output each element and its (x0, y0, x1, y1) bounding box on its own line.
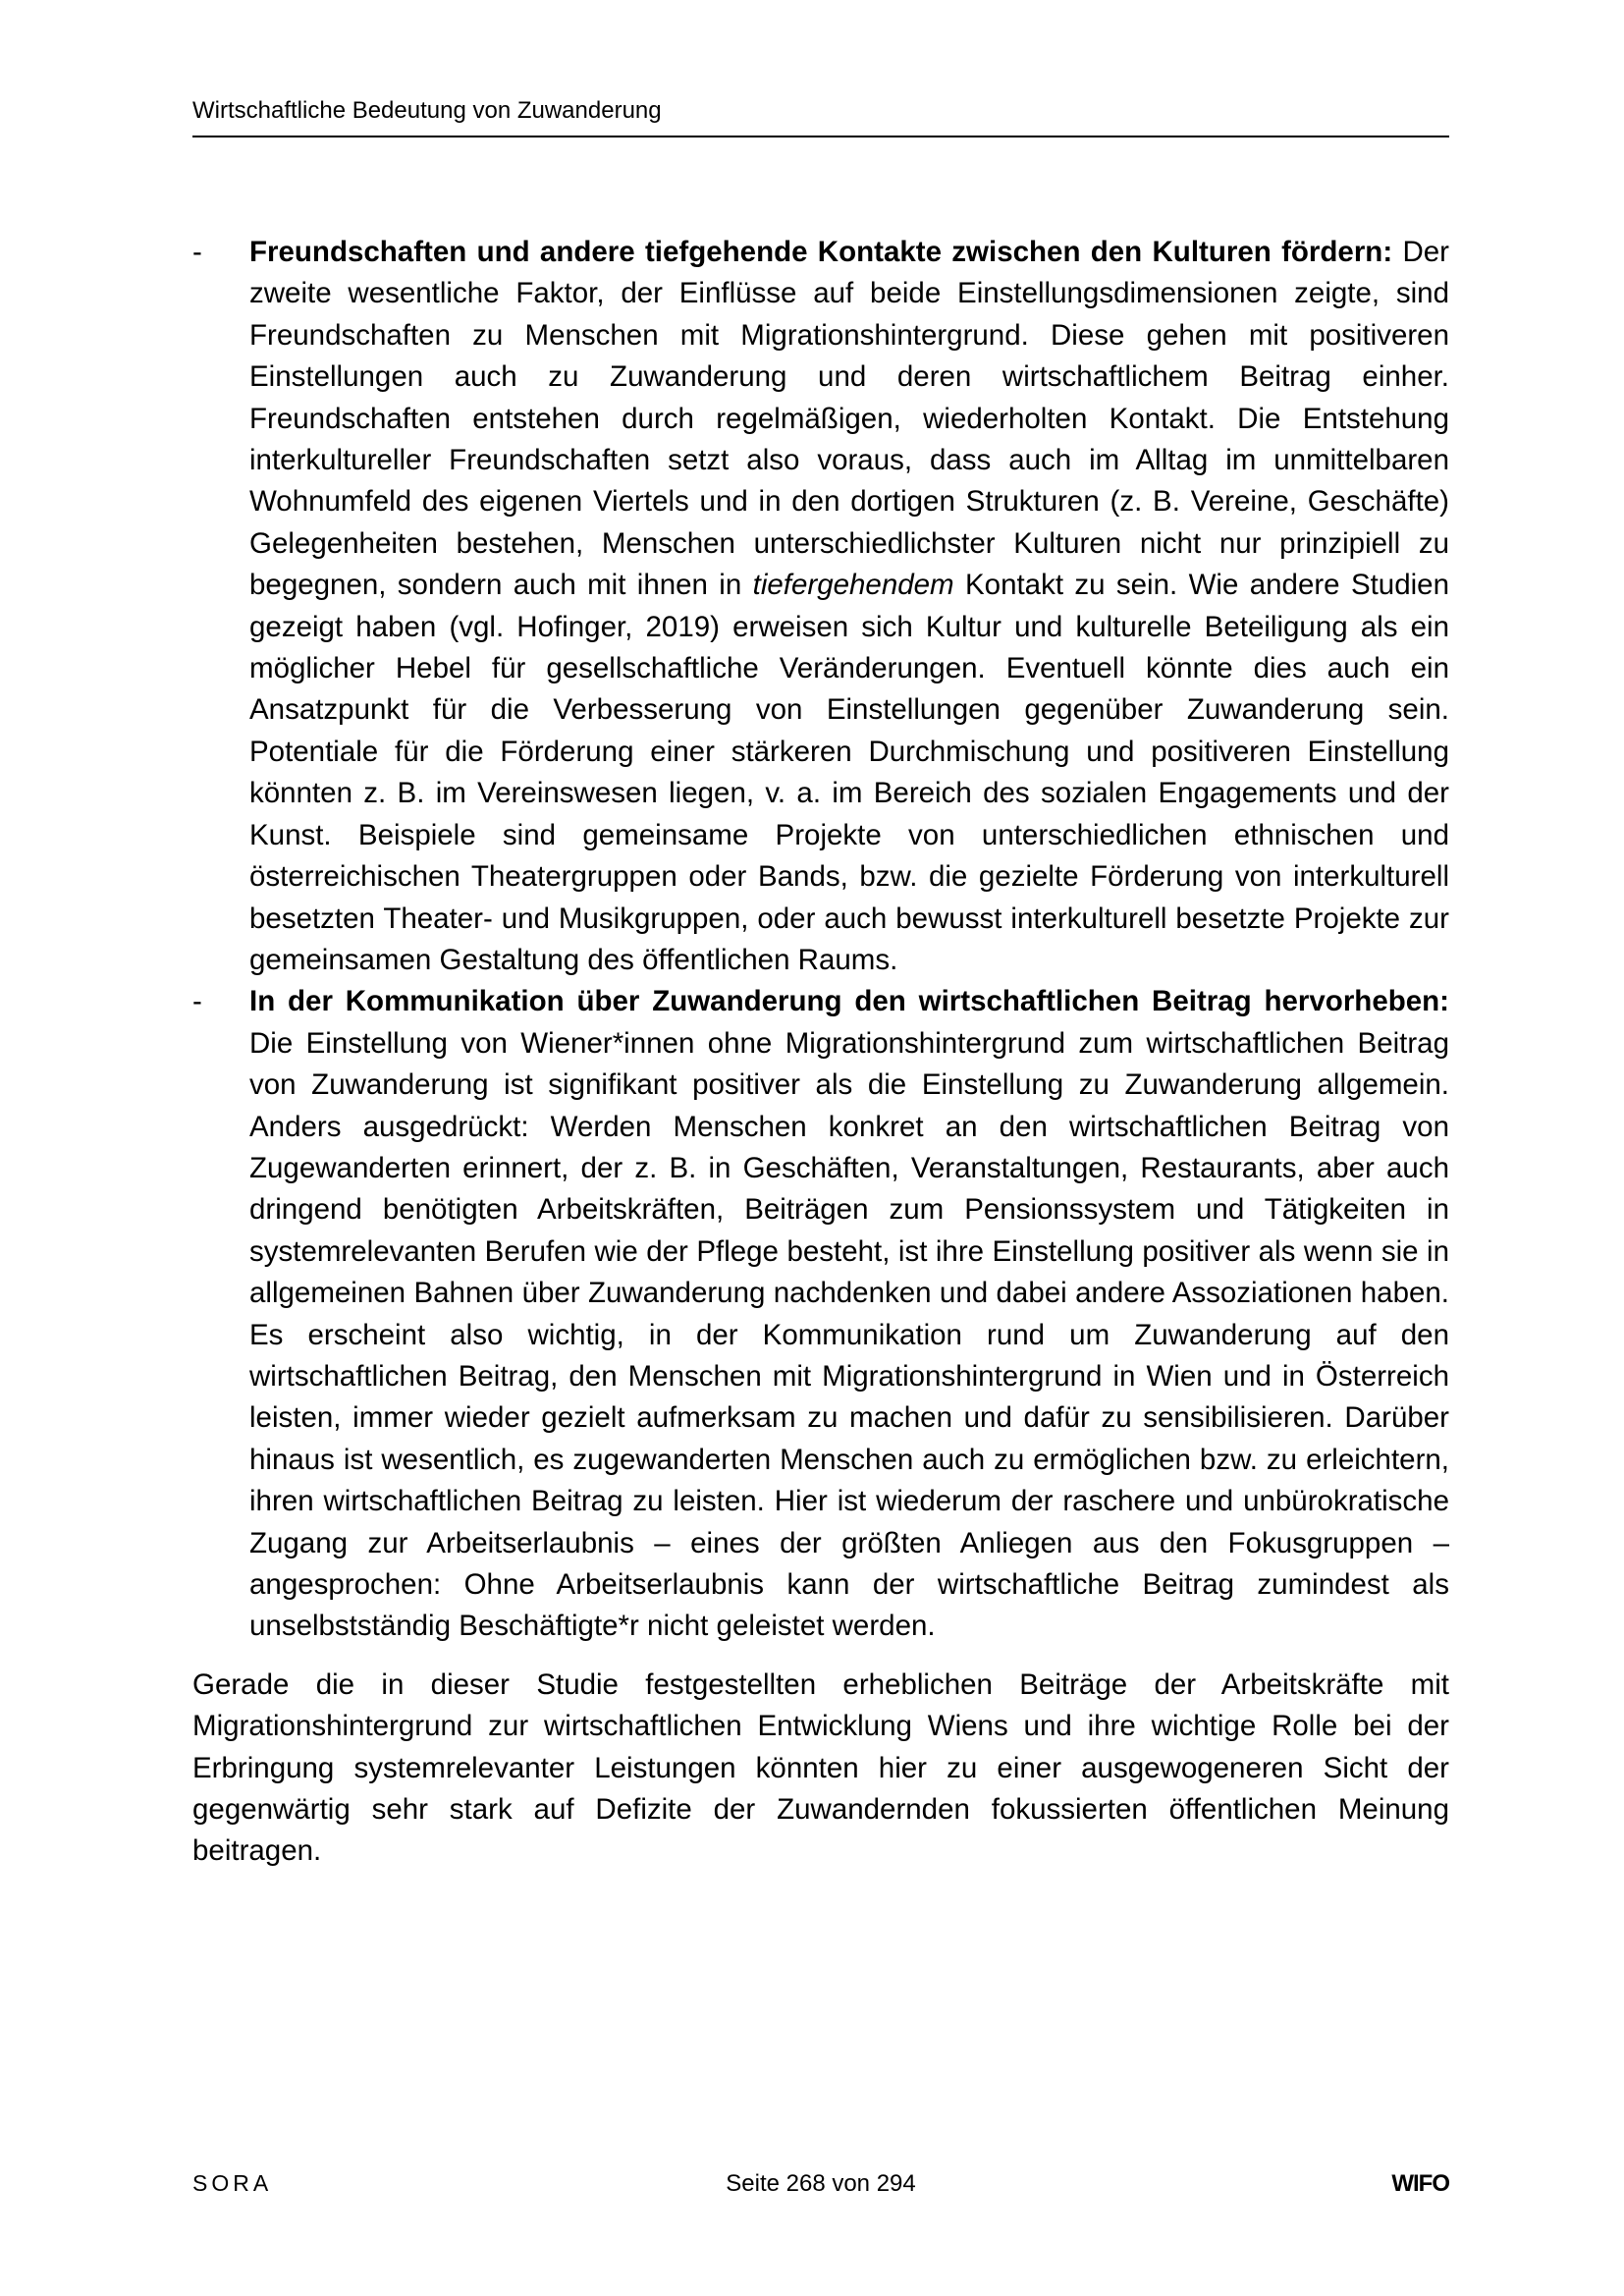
bullet-heading: In der Kommunikation über Zuwanderung den wirtschaftlichen Beitrag hervorheben: (249, 985, 1449, 1018)
bullet-dash: - (192, 236, 202, 268)
bullet-text: Die Einstellung von Wiener*innen ohne Migrationshintergrund zum wirtschaftlichen Beitrag von Zuwanderung ist signifikant positiver als die Einstellung zu Zuwanderung allgemein. Anders ausgedrückt: Werden Menschen konkret an den wirtschaftlichen Beitrag von Zugewanderten erinnert, der z. B. in Geschäften, Veranstaltungen, Restaurants, aber auch dringend benötigten Arbeitskräften, Beiträgen zum Pensionssystem und Tätigkeiten in systemrelevanten Berufen wie der Pflege besteht, ist ihre Einstellung positiver als wenn sie in allgemeinen Bahnen über Zuwanderung nachdenken und dabei andere Assoziationen haben. Es erscheint also wichtig, in der Kommunikation rund um Zuwanderung auf den wirtschaftlichen Beitrag, den Menschen mit Migrationshintergrund in Wien und in Österreich leisten, immer wieder gezielt aufmerksam zu machen und dafür zu sensibilisieren. Darüber hinaus ist wesentlich, es zugewanderten Menschen auch zu ermöglichen bzw. zu erleichtern, ihren wirtschaftlichen Beitrag zu leisten. Hier ist wiederum der raschere und unbürokratische Zugang zur Arbeitserlaubnis – eines der größten Anliegen aus den Fokusgruppen – angesprochen: Ohne Arbeitserlaubnis kann der wirtschaftliche Beitrag zumindest als unselbstständig Beschäftigte*r nicht geleistet werden. (249, 1026, 1449, 1643)
bullet-text: Kontakt zu sein. Wie andere Studien gezeigt haben (vgl. Hofinger, 2019) erweisen sich Kultur und kulturelle Beteiligung als ein möglicher Hebel für gesellschaftliche Veränderungen. Eventuell könnte dies auch ein Ansatzpunkt für die Verbesserung von Einstellungen gegenüber Zuwanderung sein. Potentiale für die Förderung einer stärkeren Durchmischung und positiveren Einstellung könnten z. B. im Vereinswesen liegen, v. a. im Bereich des sozialen Engagements und der Kunst. Beispiele sind gemeinsame Projekte von unterschiedlichen ethnischen und österreichischen Theatergruppen oder Bands, bzw. die gezielte Förderung von interkulturell besetzten Theater- und Musikgruppen, oder auch bewusst interkulturell besetzte Projekte zur gemeinsamen Gestaltung des öffentlichen Raums. (249, 569, 1449, 976)
main-content (192, 232, 1449, 1873)
bullet-heading: Freundschaften und andere tiefgehende Kontakte zwischen den Kulturen fördern: (249, 236, 1393, 268)
running-title: Wirtschaftliche Bedeutung von Zuwanderung (192, 97, 662, 124)
bullet-dash: - (192, 985, 202, 1018)
bullet-text: Der zweite wesentliche Faktor, der Einflüsse auf beide Einstellungsdimensionen zeigte, sind Freundschaften zu Menschen mit Migrationshintergrund. Diese gehen mit positiveren Einstellungen auch zu Zuwanderung und deren wirtschaftlichem Beitrag einher. Freundschaften entstehen durch regelmäßigen, wiederholten Kontakt. Die Entstehung interkultureller Freundschaften setzt also voraus, dass auch im Alltag im unmittelbaren Wohnumfeld des eigenen Viertels und in den dortigen Strukturen (z. B. Vereine, Geschäfte) Gelegenheiten bestehen, Menschen unterschiedlichster Kulturen nicht nur prinzipiell zu begegnen, sondern auch mit ihnen in (249, 236, 1449, 602)
page-header (192, 94, 1449, 128)
bullet-paragraph (249, 981, 1449, 1648)
bullet-item (192, 232, 1449, 981)
header-rule (192, 136, 1449, 137)
page-number: Seite 268 von 294 (726, 2170, 916, 2197)
footer-wifo-logo: WIFO (1391, 2170, 1449, 2197)
footer-sora-logo: SORA (192, 2170, 273, 2196)
page-footer (192, 2170, 1449, 2200)
bullet-paragraph (249, 232, 1449, 981)
bullet-item (192, 981, 1449, 1648)
emphasis-text: tiefergehendem (752, 569, 954, 602)
closing-paragraph: Gerade die in dieser Studie festgestellten erheblichen Beiträge der Arbeitskräfte mit Migrationshintergrund zur wirtschaftlichen Entwicklung Wiens und ihre wichtige Rolle bei der Erbringung systemrelevanter Leistungen könnten hier zu einer ausgewogeneren Sicht der gegenwärtig sehr stark auf Defizite der Zuwandernden fokussierten öffentlichen Meinung beitragen. (192, 1667, 1449, 1868)
